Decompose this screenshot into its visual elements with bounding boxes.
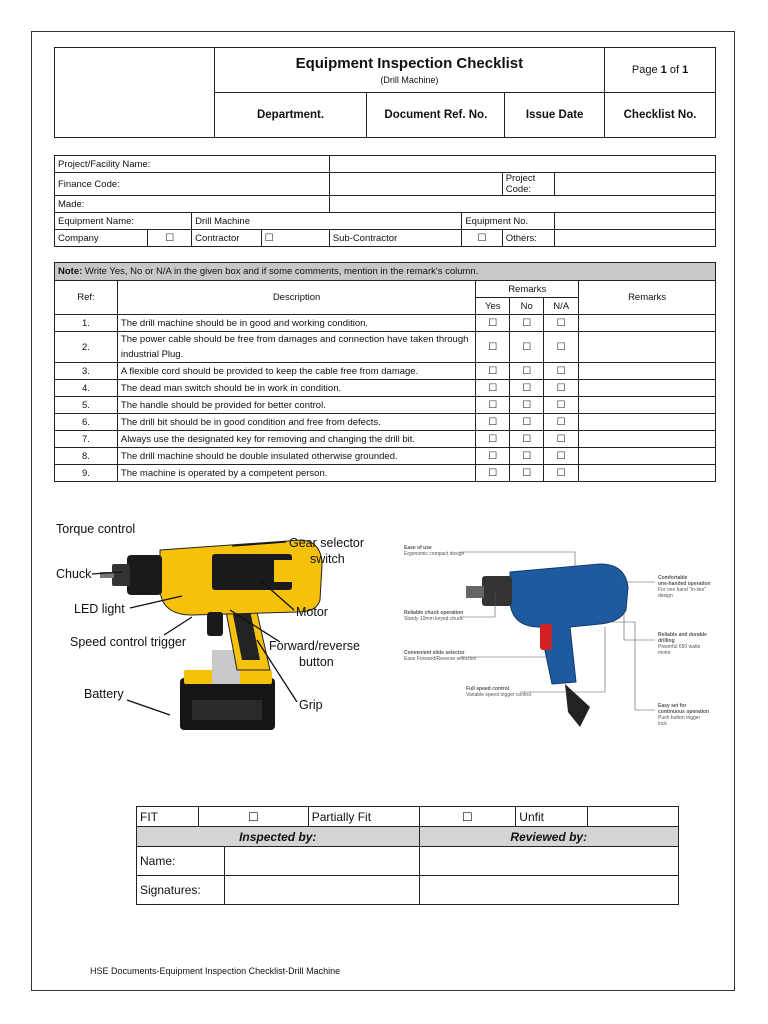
row-yes-checkbox[interactable]: ☐ (476, 315, 510, 332)
cordless-drill-diagram (52, 520, 370, 740)
row-yes-checkbox[interactable]: ☐ (476, 397, 510, 414)
svg-text:Ergonomic compact design: Ergonomic compact design (404, 551, 465, 557)
svg-text:one-handed operation: one-handed operation (658, 581, 711, 587)
row-na-checkbox[interactable]: ☐ (544, 431, 579, 448)
document-subtitle: (Drill Machine) (380, 75, 439, 85)
equipment-name-label: Equipment Name: (55, 213, 192, 230)
svg-text:Convenient slide selector: Convenient slide selector (404, 650, 465, 656)
label-torque-control: Torque control (56, 522, 136, 536)
row-description: The dead man switch should be in work in condition. (117, 380, 475, 397)
row-na-checkbox[interactable]: ☐ (544, 414, 579, 431)
row-remarks-field[interactable] (579, 315, 716, 332)
remarks-group-header: Remarks (476, 281, 579, 298)
na-header: N/A (544, 298, 579, 315)
row-no-checkbox[interactable]: ☐ (510, 465, 544, 482)
made-field[interactable] (329, 196, 715, 213)
svg-text:Push button trigger: Push button trigger (658, 715, 701, 721)
row-ref: 1. (55, 315, 118, 332)
equipment-name-value: Drill Machine (192, 213, 462, 230)
contractor-label: Contractor (192, 230, 262, 247)
svg-text:Sturdy 10mm keyed chuck: Sturdy 10mm keyed chuck (404, 616, 463, 622)
name-label: Name: (137, 847, 225, 876)
row-yes-checkbox[interactable]: ☐ (476, 431, 510, 448)
no-header: No (510, 298, 544, 315)
fit-label: FIT (137, 807, 199, 827)
svg-text:Easy set for: Easy set for (658, 703, 687, 709)
unfit-label: Unfit (516, 807, 588, 827)
row-no-checkbox[interactable]: ☐ (510, 315, 544, 332)
svg-text:Full speed control: Full speed control (466, 686, 510, 692)
row-na-checkbox[interactable]: ☐ (544, 315, 579, 332)
fit-checkbox[interactable]: ☐ (198, 807, 308, 827)
row-yes-checkbox[interactable]: ☐ (476, 332, 510, 363)
row-yes-checkbox[interactable]: ☐ (476, 380, 510, 397)
ref-header: Ref: (55, 281, 118, 315)
row-ref: 3. (55, 363, 118, 380)
department-header: Department. (214, 93, 367, 138)
label-forward-reverse-2: button (299, 655, 334, 669)
label-speed-trigger: Speed control trigger (70, 635, 187, 649)
row-ref: 6. (55, 414, 118, 431)
subcontractor-checkbox[interactable]: ☐ (462, 230, 502, 247)
label-gear-selector-2: switch (310, 552, 345, 566)
issue-date-header: Issue Date (505, 93, 605, 138)
row-description: The handle should be provided for better control. (117, 397, 475, 414)
signatures-label: Signatures: (137, 876, 225, 905)
partially-fit-checkbox[interactable]: ☐ (419, 807, 516, 827)
checklist-row (55, 414, 716, 431)
company-label: Company (55, 230, 148, 247)
reviewer-name-field[interactable] (419, 847, 678, 876)
row-remarks-field[interactable] (579, 414, 716, 431)
row-remarks-field[interactable] (579, 363, 716, 380)
row-no-checkbox[interactable]: ☐ (510, 448, 544, 465)
others-label: Others: (502, 230, 554, 247)
row-no-checkbox[interactable]: ☐ (510, 414, 544, 431)
project-code-label: Project Code: (502, 173, 554, 196)
row-description: The machine is operated by a competent person. (117, 465, 475, 482)
note-band: Note: Write Yes, No or N/A in the given box and if some comments, mention in the remark's column. (55, 263, 716, 281)
svg-text:Ease Forward/Reverse selection: Ease Forward/Reverse selection (404, 656, 477, 662)
row-yes-checkbox[interactable]: ☐ (476, 448, 510, 465)
row-ref: 9. (55, 465, 118, 482)
label-motor: Motor (296, 605, 328, 619)
row-ref: 7. (55, 431, 118, 448)
row-remarks-field[interactable] (579, 332, 716, 363)
svg-text:continuous operation: continuous operation (658, 709, 710, 715)
company-checkbox[interactable]: ☐ (148, 230, 192, 247)
row-ref: 8. (55, 448, 118, 465)
row-no-checkbox[interactable]: ☐ (510, 397, 544, 414)
row-na-checkbox[interactable]: ☐ (544, 448, 579, 465)
header-table (54, 47, 716, 138)
row-na-checkbox[interactable]: ☐ (544, 397, 579, 414)
row-ref: 2. (55, 332, 118, 363)
document-page (31, 31, 735, 991)
checklist-table (54, 262, 716, 482)
row-ref: 5. (55, 397, 118, 414)
equipment-info-table (54, 155, 716, 247)
signoff-table (136, 806, 679, 905)
svg-text:drilling: drilling (658, 638, 675, 644)
checklist-row (55, 431, 716, 448)
equipment-no-field[interactable] (555, 213, 716, 230)
finance-code-field[interactable] (329, 173, 502, 196)
unfit-checkbox-cell[interactable] (588, 807, 679, 827)
svg-text:For one hand "in-line": For one hand "in-line" (658, 587, 707, 593)
row-no-checkbox[interactable]: ☐ (510, 431, 544, 448)
row-description: The drill machine should be in good and working condition. (117, 315, 475, 332)
row-yes-checkbox[interactable]: ☐ (476, 363, 510, 380)
description-header: Description (117, 281, 475, 315)
label-forward-reverse: Forward/reverse (269, 639, 360, 653)
row-remarks-field[interactable] (579, 431, 716, 448)
checklist-row (55, 448, 716, 465)
label-battery: Battery (84, 687, 124, 701)
checklist-no-header: Checklist No. (605, 93, 716, 138)
remarks-header: Remarks (579, 281, 716, 315)
row-na-checkbox[interactable]: ☐ (544, 332, 579, 363)
inspected-by-header: Inspected by: (137, 827, 420, 847)
svg-text:Reliable and durable: Reliable and durable (658, 632, 707, 638)
row-na-checkbox[interactable]: ☐ (544, 380, 579, 397)
checklist-row (55, 465, 716, 482)
inspector-name-field[interactable] (224, 847, 419, 876)
checklist-row (55, 363, 716, 380)
svg-text:Ease of use: Ease of use (404, 545, 432, 551)
row-no-checkbox[interactable]: ☐ (510, 363, 544, 380)
row-no-checkbox[interactable]: ☐ (510, 380, 544, 397)
row-description: A flexible cord should be provided to keep the cable free from damage. (117, 363, 475, 380)
inspector-signature-field[interactable] (224, 876, 419, 905)
contractor-checkbox[interactable]: ☐ (261, 230, 329, 247)
partially-fit-label: Partially Fit (308, 807, 419, 827)
document-footer: HSE Documents-Equipment Inspection Checklist-Drill Machine (90, 966, 341, 976)
document-ref-header: Document Ref. No. (367, 93, 505, 138)
row-no-checkbox[interactable]: ☐ (510, 332, 544, 363)
yes-header: Yes (476, 298, 510, 315)
equipment-no-label: Equipment No. (462, 213, 555, 230)
checklist-row (55, 332, 716, 363)
svg-text:design: design (658, 593, 673, 599)
row-description: The drill bit should be in good condition and free from defects. (117, 414, 475, 431)
row-description: The power cable should be free from damages and connection have taken through industrial Plug. (117, 332, 475, 363)
row-ref: 4. (55, 380, 118, 397)
checklist-row (55, 315, 716, 332)
title-text: Equipment Inspection Checklist (295, 55, 524, 72)
logo-cell (55, 48, 215, 138)
made-label: Made: (55, 196, 330, 213)
svg-text:Powerful 650 watts: Powerful 650 watts (658, 644, 701, 650)
row-yes-checkbox[interactable]: ☐ (476, 465, 510, 482)
finance-code-label: Finance Code: (55, 173, 330, 196)
project-name-label: Project/Facility Name: (55, 156, 330, 173)
row-remarks-field[interactable] (579, 448, 716, 465)
row-description: The drill machine should be double insulated otherwise grounded. (117, 448, 475, 465)
reviewed-by-header: Reviewed by: (419, 827, 678, 847)
reviewer-signature-field[interactable] (419, 876, 678, 905)
svg-text:Variable speed trigger control: Variable speed trigger control (466, 692, 531, 698)
project-code-field[interactable] (555, 173, 716, 196)
svg-text:lock: lock (658, 721, 667, 727)
label-chuck: Chuck (56, 567, 92, 581)
page-indicator: Page 1 of 1 (605, 48, 716, 93)
row-na-checkbox[interactable]: ☐ (544, 465, 579, 482)
project-name-field[interactable] (329, 156, 715, 173)
row-yes-checkbox[interactable]: ☐ (476, 414, 510, 431)
document-title (214, 48, 604, 93)
label-led-light: LED light (74, 602, 125, 616)
svg-text:motor: motor (658, 650, 671, 656)
label-grip: Grip (299, 698, 323, 712)
checklist-row (55, 397, 716, 414)
svg-text:Comfortable: Comfortable (658, 575, 688, 581)
row-remarks-field[interactable] (579, 397, 716, 414)
corded-drill-diagram (400, 532, 720, 737)
label-gear-selector: Gear selector (289, 536, 365, 550)
subcontractor-label: Sub-Contractor (329, 230, 462, 247)
others-field[interactable] (555, 230, 716, 247)
svg-text:Reliable chuck operation: Reliable chuck operation (404, 610, 464, 616)
row-remarks-field[interactable] (579, 465, 716, 482)
row-remarks-field[interactable] (579, 380, 716, 397)
checklist-row (55, 380, 716, 397)
row-na-checkbox[interactable]: ☐ (544, 363, 579, 380)
row-description: Always use the designated key for removing and changing the drill bit. (117, 431, 475, 448)
